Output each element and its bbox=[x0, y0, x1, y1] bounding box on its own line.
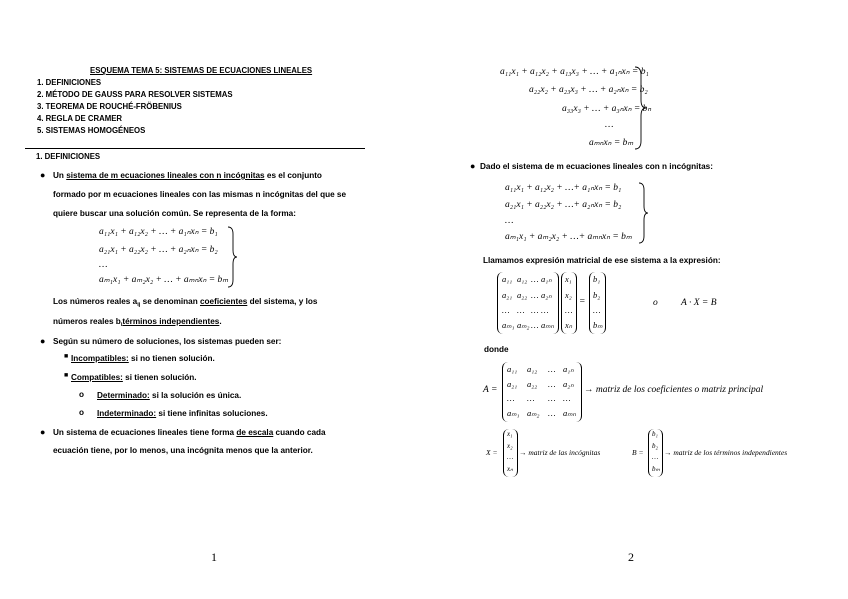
matrix-cell: … bbox=[507, 393, 515, 403]
or-word: o bbox=[653, 298, 658, 308]
text: Un sistema de ecuaciones lineales tiene forma bbox=[53, 428, 237, 437]
page-number: 2 bbox=[628, 550, 634, 564]
text: cuando cada bbox=[273, 428, 326, 437]
right-brace-icon bbox=[633, 66, 647, 150]
vector-cell: xₙ bbox=[507, 465, 513, 473]
term-incompatible: Incompatibles: bbox=[71, 354, 129, 363]
text: del sistema, y los bbox=[247, 297, 318, 306]
vector-cell: xₙ bbox=[565, 320, 573, 330]
definition-line: formado por m ecuaciones lineales con las mismas n incógnitas del que se bbox=[53, 190, 347, 199]
constants-vector bbox=[589, 272, 606, 334]
text: se denominan bbox=[140, 297, 200, 306]
text: si tienen solución. bbox=[122, 373, 197, 382]
term-system: sistema de m ecuaciones lineales con n incógnitas bbox=[66, 171, 265, 180]
right-brace-icon bbox=[637, 182, 649, 244]
equation-row: a₁₁x₁ + a₁₂x₂ + a₁₃x₃ + … + a₁ₙxₙ = b₁ bbox=[500, 67, 649, 77]
compact-equation: A · X = B bbox=[681, 298, 717, 308]
toc-item: 4. REGLA DE CRAMER bbox=[37, 114, 123, 123]
matrix-cell: a₂ₙ bbox=[541, 290, 552, 300]
scale-form-line bbox=[53, 428, 326, 437]
text: si la solución es única. bbox=[149, 391, 242, 400]
matrix-cell: … bbox=[563, 393, 571, 403]
equation-row: a₃₃x₃ + … + a₃ₙxₙ = bₙ bbox=[562, 104, 652, 114]
equation-row: … bbox=[505, 216, 514, 226]
coefficient-matrix bbox=[497, 272, 559, 334]
subscript: i bbox=[120, 322, 123, 328]
equation-row: … bbox=[99, 260, 108, 270]
equation-row: a₁₁x₁ + a₁₂x₂ + …+ a₁ₙxₙ = b₁ bbox=[505, 183, 622, 193]
determined-line bbox=[97, 391, 241, 400]
vector-cell: bₘ bbox=[593, 320, 603, 330]
matrix-cell: aₘ₂ bbox=[517, 320, 530, 330]
donde-label: donde bbox=[484, 345, 509, 354]
matrix-cell: … bbox=[531, 290, 539, 300]
matrix-cell: a₂₂ bbox=[517, 290, 528, 300]
matrix-cell: aₘ₁ bbox=[502, 320, 515, 330]
equation-row: aₘ₁x₁ + aₘ₂x₂ + …+ aₘₙxₙ = bₘ bbox=[505, 232, 632, 242]
matrix-expression-line: Llamamos expresión matricial de ese sistema a la expresión: bbox=[483, 256, 721, 265]
matrix-cell: … bbox=[548, 379, 556, 389]
matrix-cell: a₁₂ bbox=[517, 274, 528, 284]
matrix-cell: aₘ₂ bbox=[527, 408, 540, 418]
constants-vector bbox=[648, 429, 663, 477]
square-bullet-icon: ■ bbox=[64, 372, 69, 379]
matrix-cell: aₘ₁ bbox=[507, 408, 520, 418]
doc-title: ESQUEMA TEMA 5: SISTEMAS DE ECUACIONES LINEALES bbox=[90, 66, 313, 75]
vector-cell: x₂ bbox=[507, 442, 513, 450]
bullet-icon: ● bbox=[40, 170, 46, 180]
scale-form-line: ecuación tiene, por lo menos, una incógnita menos que la anterior. bbox=[53, 446, 313, 455]
matrix-cell: … bbox=[548, 408, 556, 418]
X-description: → matriz de las incógnitas bbox=[519, 448, 601, 457]
A-label: A = bbox=[483, 385, 498, 395]
term-indeterminate: Indeterminado: bbox=[97, 409, 157, 418]
section-divider bbox=[25, 148, 365, 149]
vector-cell: … bbox=[565, 305, 573, 315]
compatible-line bbox=[71, 373, 197, 382]
definition-line bbox=[53, 171, 322, 180]
vector-cell: b₂ bbox=[593, 290, 601, 300]
vector-cell: x₁ bbox=[565, 274, 572, 284]
bullet-icon: ● bbox=[40, 336, 46, 346]
independent-terms-line bbox=[53, 317, 222, 326]
equation-row: aₘ₁x₁ + aₘ₂x₂ + … + aₘₙxₙ = bₘ bbox=[99, 275, 229, 285]
text: es el conjunto bbox=[264, 171, 322, 180]
bullet-icon: ● bbox=[470, 161, 476, 171]
A-description: → matriz de los coeficientes o matriz principal bbox=[584, 385, 764, 395]
text: si tiene infinitas soluciones. bbox=[156, 409, 268, 418]
given-system-line: Dado el sistema de m ecuaciones lineales con n incógnitas: bbox=[480, 162, 713, 171]
definition-line: quiere buscar una solución común. Se representa de la forma: bbox=[53, 209, 296, 218]
matrix-cell: a₂₁ bbox=[502, 290, 513, 300]
X-label: X = bbox=[486, 448, 498, 457]
matrix-cell: aₘₙ bbox=[563, 408, 576, 418]
coefficient-line bbox=[53, 297, 317, 306]
square-bullet-icon: ■ bbox=[64, 353, 69, 360]
matrix-cell: … bbox=[517, 305, 525, 315]
matrix-cell: … bbox=[531, 274, 539, 284]
matrix-cell: … bbox=[531, 320, 539, 330]
circle-bullet-icon: o bbox=[79, 390, 85, 399]
matrix-cell: a₁ₙ bbox=[563, 364, 574, 374]
matrix-cell: … bbox=[531, 305, 539, 315]
matrix-cell: … bbox=[548, 364, 556, 374]
term-determined: Determinado: bbox=[97, 391, 150, 400]
toc-item: 5. SISTEMAS HOMOGÉNEOS bbox=[37, 126, 146, 135]
term-compatible: Compatibles: bbox=[71, 373, 123, 382]
matrix-cell: a₁₁ bbox=[507, 364, 518, 374]
term-scale: de escala bbox=[236, 428, 274, 437]
vector-cell: … bbox=[593, 305, 601, 315]
matrix-cell: a₁₂ bbox=[527, 364, 538, 374]
matrix-cell: a₂₁ bbox=[507, 379, 518, 389]
incompatible-line bbox=[71, 354, 215, 363]
term-independent: términos independientes bbox=[122, 317, 220, 326]
equation-row: a₂₁x₁ + a₂₂x₂ + …+ a₂ₙxₙ = b₂ bbox=[505, 200, 622, 210]
matrix-cell: a₂₂ bbox=[527, 379, 538, 389]
circle-bullet-icon: o bbox=[79, 408, 85, 417]
matrix-cell: … bbox=[527, 393, 535, 403]
coefficient-matrix bbox=[502, 362, 582, 422]
term-coefficients: coeficientes bbox=[199, 297, 248, 306]
subscript: ij bbox=[137, 302, 141, 308]
unknowns-vector bbox=[561, 272, 577, 334]
equation-row: a₂₂x₂ + a₂₃x₃ + … + a₂ₙxₙ = b₂ bbox=[529, 85, 648, 95]
vector-cell: x₂ bbox=[565, 290, 572, 300]
matrix-cell: … bbox=[548, 393, 556, 403]
matrix-cell: a₁ₙ bbox=[541, 274, 552, 284]
page-number: 1 bbox=[211, 550, 217, 564]
matrix-cell: a₂ₙ bbox=[563, 379, 574, 389]
unknowns-vector bbox=[503, 429, 518, 477]
right-brace-icon bbox=[226, 226, 238, 288]
equation-row: a₂₁x₁ + a₂₂x₂ + … + a₂ₙxₙ = b₂ bbox=[99, 245, 218, 255]
B-label: B = bbox=[632, 448, 644, 457]
text: . bbox=[219, 317, 222, 326]
matrix-cell: a₁₁ bbox=[502, 274, 513, 284]
text: Los números reales a bbox=[53, 297, 138, 306]
B-description: → matriz de los términos independientes bbox=[664, 448, 788, 457]
equation-row: aₘₙxₙ = bₘ bbox=[589, 138, 634, 148]
toc-item: 2. MÉTODO DE GAUSS PARA RESOLVER SISTEMAS bbox=[37, 90, 233, 99]
text: si no tienen solución. bbox=[128, 354, 215, 363]
vector-cell: x₁ bbox=[507, 430, 513, 438]
equals-sign: = bbox=[579, 297, 586, 307]
matrix-cell: … bbox=[541, 305, 549, 315]
toc-item: 1. DEFINICIONES bbox=[37, 78, 102, 87]
vector-cell: b₁ bbox=[593, 274, 601, 284]
section-heading: 1. DEFINICIONES bbox=[36, 152, 101, 161]
vector-cell: … bbox=[652, 453, 659, 461]
vector-cell: b₁ bbox=[652, 430, 658, 438]
vector-cell: b₂ bbox=[652, 442, 658, 450]
matrix-cell: aₘₙ bbox=[541, 320, 554, 330]
indeterminate-line bbox=[97, 409, 268, 418]
equation-row: a₁₁x₁ + a₁₂x₂ + … + a₁ₙxₙ = b₁ bbox=[99, 227, 218, 237]
text: números reales b bbox=[53, 317, 121, 326]
classification-line: Según su número de soluciones, los sistemas pueden ser: bbox=[53, 337, 282, 346]
bullet-icon: ● bbox=[40, 427, 46, 437]
equation-row: … bbox=[605, 120, 614, 130]
vector-cell: bₘ bbox=[652, 465, 660, 473]
text: Un bbox=[53, 171, 67, 180]
vector-cell: … bbox=[507, 453, 514, 461]
matrix-cell: … bbox=[502, 305, 510, 315]
toc-item: 3. TEOREMA DE ROUCHÉ-FRÖBENIUS bbox=[37, 102, 182, 111]
